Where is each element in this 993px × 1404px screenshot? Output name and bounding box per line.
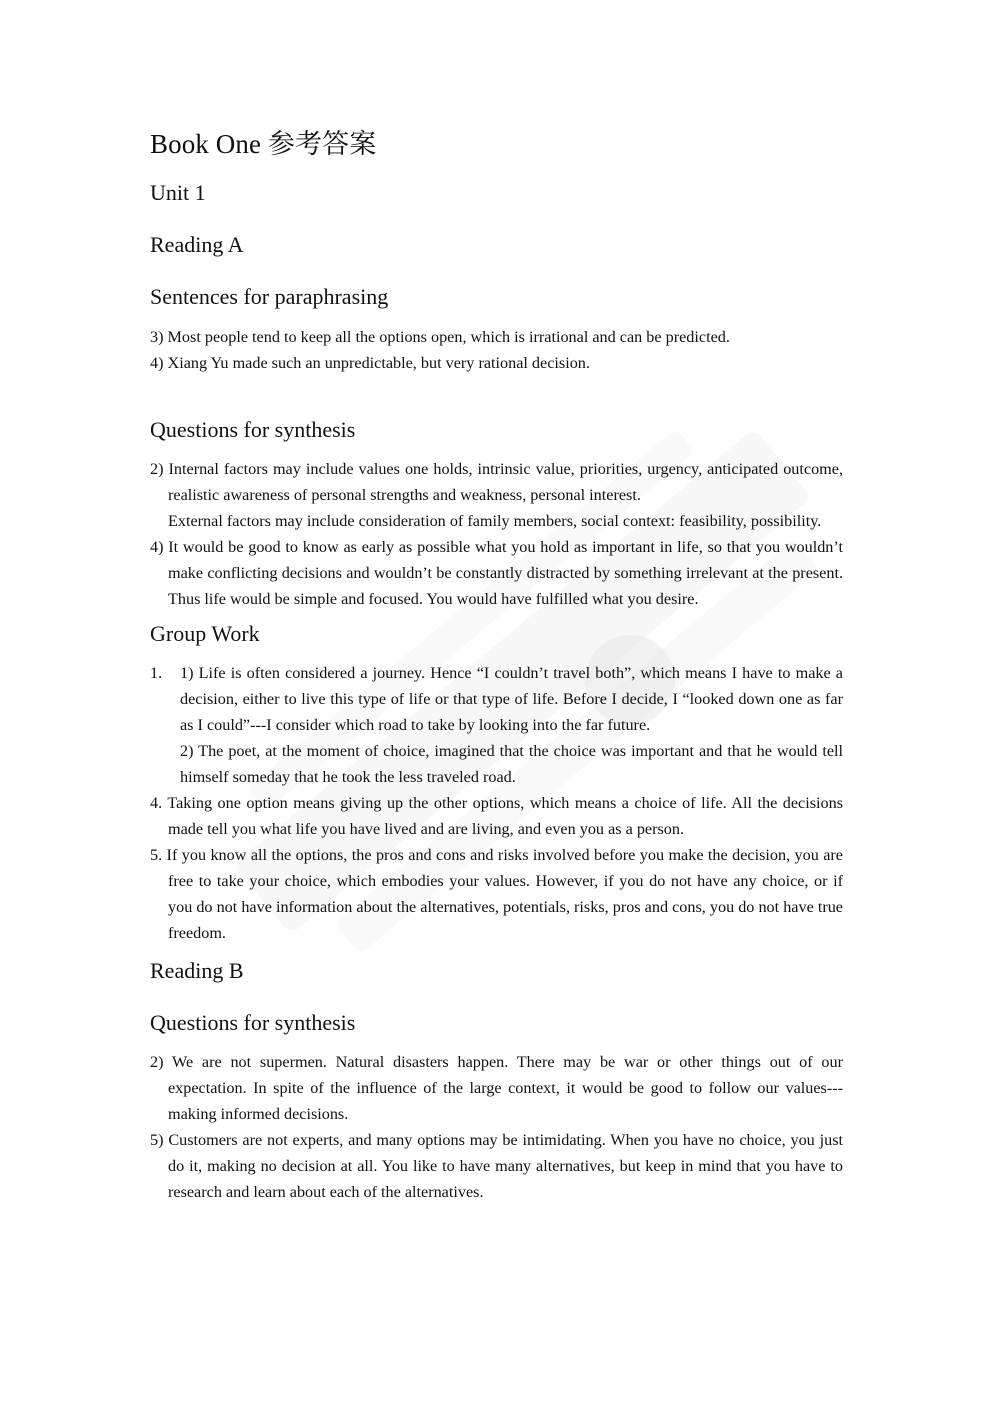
group-work-list bbox=[150, 660, 843, 946]
group-work-item-1-number: 1. bbox=[150, 664, 163, 682]
synthesis-a-item-4: 4) It would be good to know as early as possible what you hold as important in life, so that you wouldn’t make conflicting decisions and wouldn’t be constantly distracted by something irrelevant at the present. Thus life would be simple and focused. You would have fulfilled what you desire. bbox=[150, 538, 843, 608]
group-work-item-1 bbox=[150, 660, 843, 790]
paraphrasing-item: 3) Most people tend to keep all the options open, which is irrational and can be predicted. bbox=[150, 328, 730, 346]
group-work-heading: Group Work bbox=[150, 621, 260, 646]
synthesis-a-list bbox=[150, 456, 843, 612]
synthesis-a-heading: Questions for synthesis bbox=[150, 417, 356, 442]
group-work-item-5: 5. If you know all the options, the pros and cons and risks involved before you make the decision, you are free to take your choice, which embodies your values. However, if you do not have any choice, or if you do not have information about the alternatives, potentials, risks, pros and cons, you do not have true freedom. bbox=[150, 846, 843, 942]
synthesis-b-item-2: 2) We are not supermen. Natural disasters happen. There may be war or other things out of our expectation. In spite of the influence of the large context, it would be good to follow our values---making informed decisions. bbox=[150, 1053, 843, 1123]
page-title: Book One 参考答案 bbox=[150, 129, 377, 159]
paraphrasing-item: 4) Xiang Yu made such an unpredictable, but very rational decision. bbox=[150, 354, 590, 372]
reading-a-heading: Reading A bbox=[150, 232, 244, 257]
group-work-item-1-a: 1) Life is often considered a journey. Hence “I couldn’t travel both”, which means I have to make a decision, either to live this type of life or that type of life. Before I decide, I “looked down one as far as I could”---I consider which road to take by looking into the far future. bbox=[180, 664, 843, 734]
group-work-item-4: 4. Taking one option means giving up the other options, which means a choice of life. All the decisions made tell you what life you have lived and are living, and even you as a person. bbox=[150, 794, 843, 838]
unit-heading: Unit 1 bbox=[150, 180, 206, 205]
group-work-item-1-b: 2) The poet, at the moment of choice, imagined that the choice was important and that he would tell himself someday that he took the less traveled road. bbox=[180, 742, 843, 786]
document-page bbox=[150, 124, 843, 1205]
synthesis-b-list bbox=[150, 1049, 843, 1205]
paraphrasing-heading: Sentences for paraphrasing bbox=[150, 284, 389, 309]
synthesis-b-heading: Questions for synthesis bbox=[150, 1010, 356, 1035]
synthesis-b-item-5: 5) Customers are not experts, and many options may be intimidating. When you have no choice, you just do it, making no decision at all. You like to have many alternatives, but keep in mind that you have to research and learn about each of the alternatives. bbox=[150, 1131, 843, 1201]
synthesis-a-item-2-external: External factors may include consideration of family members, social context: feasibility, possibility. bbox=[168, 512, 822, 530]
reading-b-heading: Reading B bbox=[150, 958, 244, 983]
paraphrasing-list bbox=[150, 324, 843, 376]
synthesis-a-item-2: 2) Internal factors may include values one holds, intrinsic value, priorities, urgency, anticipated outcome, realistic awareness of personal strengths and weakness, personal interest. bbox=[150, 460, 843, 504]
